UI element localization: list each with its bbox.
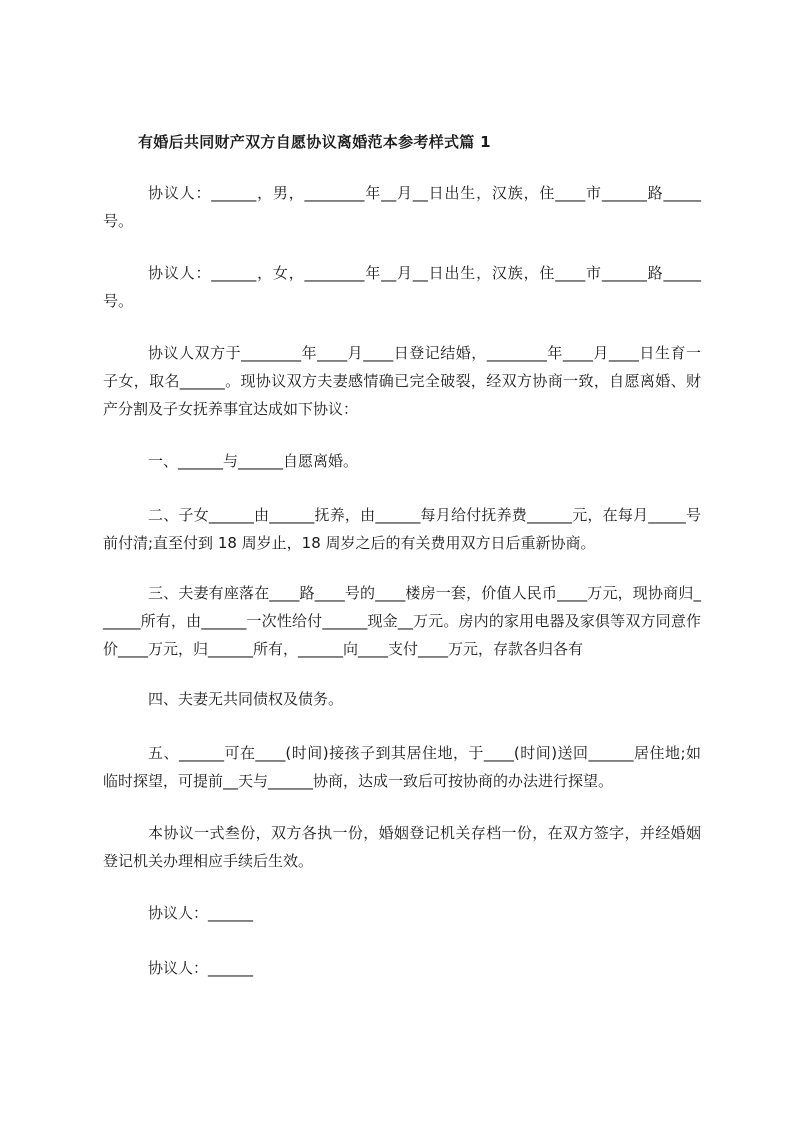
clause-one-paragraph: 一、______与______自愿离婚。 <box>148 452 359 470</box>
validity-paragraph: 本协议一式叁份，双方各执一份，婚姻登记机关存档一份，在双方签字，并经婚姻登记机关办理相应手续后生效。 <box>103 824 701 870</box>
document-title: 有婚后共同财产双方自愿协议离婚范本参考样式篇 1 <box>138 133 491 151</box>
party-one-paragraph: 协议人：______，男，________年__月__日出生，汉族，住____市______路_____号。 <box>103 184 701 230</box>
clause-two-paragraph: 二、子女______由______抚养，由______每月给付抚养费______元，在每月_____号前付清;直至付到 18 周岁止，18 周岁之后的有关费用双方日后重新协商。 <box>103 506 701 552</box>
clause-three-paragraph: 三、夫妻有座落在____路____号的____楼房一套，价值人民币____万元，现协商归______所有，由______一次性给付______现金__万元。房内的家用电器及家俱等双方同意作价____万元，归______所有，______向____支付____万元，存款各归各有 <box>103 584 701 658</box>
party-two-paragraph: 协议人：______，女，________年__月__日出生，汉族，住____市______路_____号。 <box>103 264 701 310</box>
clause-four-paragraph: 四、夫妻无共同债权及债务。 <box>148 690 344 708</box>
signature-line-two: 协议人：______ <box>148 959 254 977</box>
marriage-info-paragraph: 协议人双方于________年____月____日登记结婚，________年____月____日生育一子女，取名______。现协议双方夫妻感情确已完全破裂，经双方协商一致，自愿离婚、财产分割及子女抚养事宜达成如下协议： <box>103 344 701 418</box>
signature-line-one: 协议人：______ <box>148 904 254 922</box>
clause-five-paragraph: 五、______可在____(时间)接孩子到其居住地，于____(时间)送回______居住地;如临时探望，可提前__天与______协商，达成一致后可按协商的办法进行探望。 <box>103 744 701 790</box>
